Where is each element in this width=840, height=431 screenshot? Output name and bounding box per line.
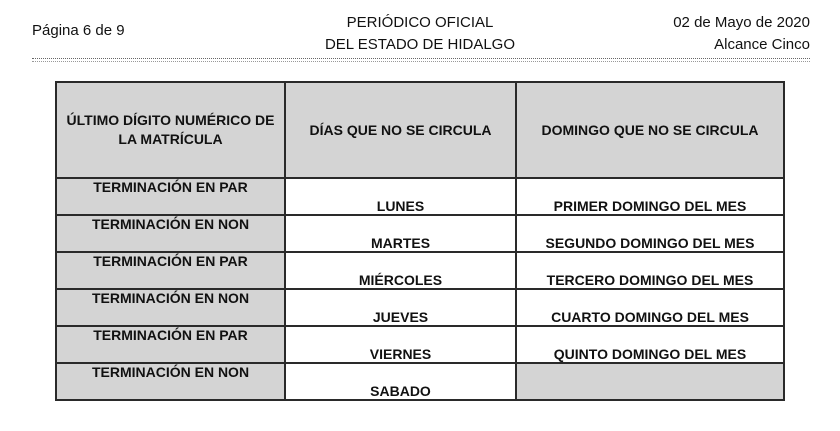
cell-sunday: TERCERO DOMINGO DEL MES — [516, 252, 784, 289]
table-row — [56, 363, 784, 400]
cell-plate-ending: TERMINACIÓN EN NON — [56, 289, 285, 326]
header-cell-last-digit: ÚLTIMO DÍGITO NUMÉRICO DE LA MATRÍCULA — [56, 82, 285, 178]
table-row — [56, 215, 784, 252]
publication-date-block — [673, 12, 810, 56]
cell-sunday: QUINTO DOMINGO DEL MES — [516, 326, 784, 363]
page-number: Página 6 de 9 — [32, 22, 125, 39]
publication-title-line2: DEL ESTADO DE HIDALGO — [324, 36, 516, 53]
cell-weekday: LUNES — [285, 178, 516, 215]
header-cell-no-circulation-sunday: DOMINGO QUE NO SE CIRCULA — [516, 82, 784, 178]
cell-sunday: CUARTO DOMINGO DEL MES — [516, 289, 784, 326]
cell-weekday: JUEVES — [285, 289, 516, 326]
cell-sunday: SEGUNDO DOMINGO DEL MES — [516, 215, 784, 252]
table-row — [56, 178, 784, 215]
publication-date: 02 de Mayo de 2020 — [673, 14, 810, 31]
header-divider — [32, 58, 810, 59]
table-row — [56, 326, 784, 363]
cell-plate-ending: TERMINACIÓN EN NON — [56, 363, 285, 400]
cell-weekday: MIÉRCOLES — [285, 252, 516, 289]
cell-plate-ending: TERMINACIÓN EN PAR — [56, 326, 285, 363]
publication-title — [270, 12, 570, 56]
cell-sunday-empty — [516, 363, 784, 400]
table-row — [56, 289, 784, 326]
circulation-schedule-table — [55, 81, 785, 401]
publication-title-line1: PERIÓDICO OFICIAL — [346, 14, 494, 31]
cell-plate-ending: TERMINACIÓN EN NON — [56, 215, 285, 252]
table-header-row — [56, 82, 784, 178]
cell-weekday: VIERNES — [285, 326, 516, 363]
header-divider-secondary — [32, 61, 810, 62]
publication-edition: Alcance Cinco — [714, 36, 810, 53]
cell-sunday: PRIMER DOMINGO DEL MES — [516, 178, 784, 215]
cell-weekday: MARTES — [285, 215, 516, 252]
cell-plate-ending: TERMINACIÓN EN PAR — [56, 178, 285, 215]
table-row — [56, 252, 784, 289]
header-cell-no-circulation-days: DÍAS QUE NO SE CIRCULA — [285, 82, 516, 178]
cell-weekday: SABADO — [285, 363, 516, 400]
cell-plate-ending: TERMINACIÓN EN PAR — [56, 252, 285, 289]
